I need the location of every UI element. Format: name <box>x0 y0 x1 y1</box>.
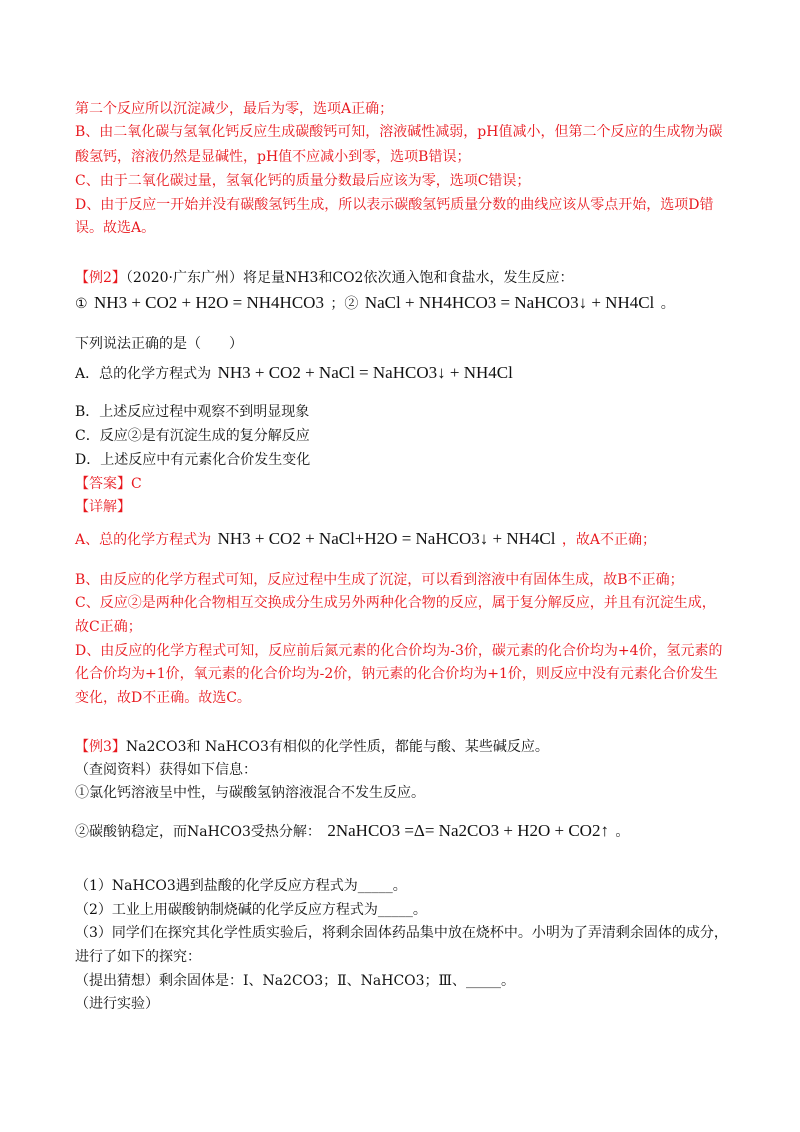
reaction2-equation: NaCl + NH4HCO3 = NaHCO3↓ + NH4Cl <box>364 293 655 312</box>
example2-option-a <box>75 360 735 387</box>
hypothesis: （提出猜想）剩余固体是：Ⅰ、Na2CO3；Ⅱ、NaHCO3；Ⅲ、_____。 <box>75 973 516 989</box>
answer-tag: 【答案】 <box>75 476 131 492</box>
example2-question: 下列说法正确的是（ ） <box>75 336 243 352</box>
detail-d-line-1: D、由反应的化学方程式可知，反应前后氮元素的化合价均为-3价，碳元素的化合价均为+4价，氢元素的 <box>75 643 723 659</box>
option-a-equation: NH3 + CO2 + NaCl = NaHCO3↓ + NH4Cl <box>217 363 513 382</box>
example2-answer <box>75 474 735 494</box>
example3-info-1: ①氯化钙溶液呈中性，与碳酸氢钠溶液混合不发生反应。 <box>75 785 425 801</box>
example2-intro-text: （2020·广东广州）将足量NH3和CO2依次通入饱和食盐水，发生反应： <box>125 270 574 286</box>
detail-c-line-1: C、反应②是两种化合物相互交换成分生成另外两种化合物的反应，属于复分解反应，并且有沉淀生成， <box>75 595 716 611</box>
detail-a-text: A、总的化学方程式为 <box>75 532 212 548</box>
detail-d-line-2: 化合价均为+1价，氧元素的化合价均为-2价，钠元素的化合价均为+1价，则反应中没有元素化合价发生 <box>75 666 718 682</box>
analysis-b-line-1: B、由二氧化碳与氢氧化钙反应生成碳酸钙可知，溶液碱性减弱，pH值减小，但第二个反应的生成物为碳 <box>75 124 723 140</box>
analysis-b-line-2: 酸氢钙，溶液仍然是显碱性，pH值不应减小到零，选项B错误； <box>75 149 471 165</box>
question-2: （2）工业上用碳酸钠制烧碱的化学反应方程式为_____。 <box>75 902 427 918</box>
experiment-heading: （进行实验） <box>75 996 159 1012</box>
example2-option-b: B．上述反应过程中观察不到明显现象 <box>75 404 310 420</box>
example2-option-d: D．上述反应中有元素化合价发生变化 <box>75 452 311 468</box>
analysis-c-line: C、由于二氧化碳过量，氢氧化钙的质量分数最后应该为零，选项C错误； <box>75 173 531 189</box>
decomposition-equation: 2NaHCO3 =Δ= Na2CO3 + H2O + CO2↑ <box>327 821 609 840</box>
example2-reactions <box>75 290 735 317</box>
option-a-text: A．总的化学方程式为 <box>75 366 212 382</box>
example3-tag: 【例3】 <box>75 739 126 755</box>
detail-c-line-2: 故C正确； <box>75 619 142 635</box>
analysis-d-line-2: 误。故选A。 <box>75 220 156 236</box>
question-1: （1）NaHCO3遇到盐酸的化学反应方程式为_____。 <box>75 878 407 894</box>
example2-tag: 【例2】 <box>75 270 126 286</box>
example2-option-c: C．反应②是有沉淀生成的复分解反应 <box>75 428 310 444</box>
detail-a-tail: ，故A不正确； <box>561 532 657 548</box>
reaction-end-mark: 。 <box>660 296 675 312</box>
info-2-end: 。 <box>615 824 630 840</box>
detail-b: B、由反应的化学方程式可知，反应过程中生成了沉淀，可以看到溶液中有固体生成，故B不正确； <box>75 572 684 588</box>
example3-info-2 <box>75 818 735 845</box>
analysis-line-0: 第二个反应所以沉淀减少，最后为零，选项A正确； <box>75 101 394 117</box>
answer-value: C <box>131 476 142 492</box>
detail-d-line-3: 变化，故D不正确。故选C。 <box>75 690 251 706</box>
example2-detail-tag: 【详解】 <box>75 499 131 515</box>
example3-lookup: （查阅资料）获得如下信息： <box>75 762 257 778</box>
reaction1-equation: NH3 + CO2 + H2O = NH4HCO3 <box>94 293 324 312</box>
detail-a-equation: NH3 + CO2 + NaCl+H2O = NaHCO3↓ + NH4Cl <box>217 529 556 548</box>
analysis-d-line-1: D、由于反应一开始并没有碳酸氢钙生成，所以表示碳酸氢钙质量分数的曲线应该从零点开始，选项D错 <box>75 197 714 213</box>
reaction-separator: ；② <box>330 296 359 312</box>
question-3-line-1: （3）同学们在探究其化学性质实验后，将剩余固体药品集中放在烧杯中。小明为了弄清剩余固体的成分， <box>75 925 728 941</box>
example2-intro <box>75 268 735 288</box>
question-3-line-2: 进行了如下的探究： <box>75 949 201 965</box>
detail-a <box>75 526 735 553</box>
reaction1-marker: ① <box>75 296 88 312</box>
example3-intro-text: Na2CO3和 NaHCO3有相似的化学性质，都能与酸、某些碱反应。 <box>125 739 549 755</box>
info-2-text: ②碳酸钠稳定，而NaHCO3受热分解： <box>75 824 321 840</box>
example3-intro <box>75 737 735 757</box>
